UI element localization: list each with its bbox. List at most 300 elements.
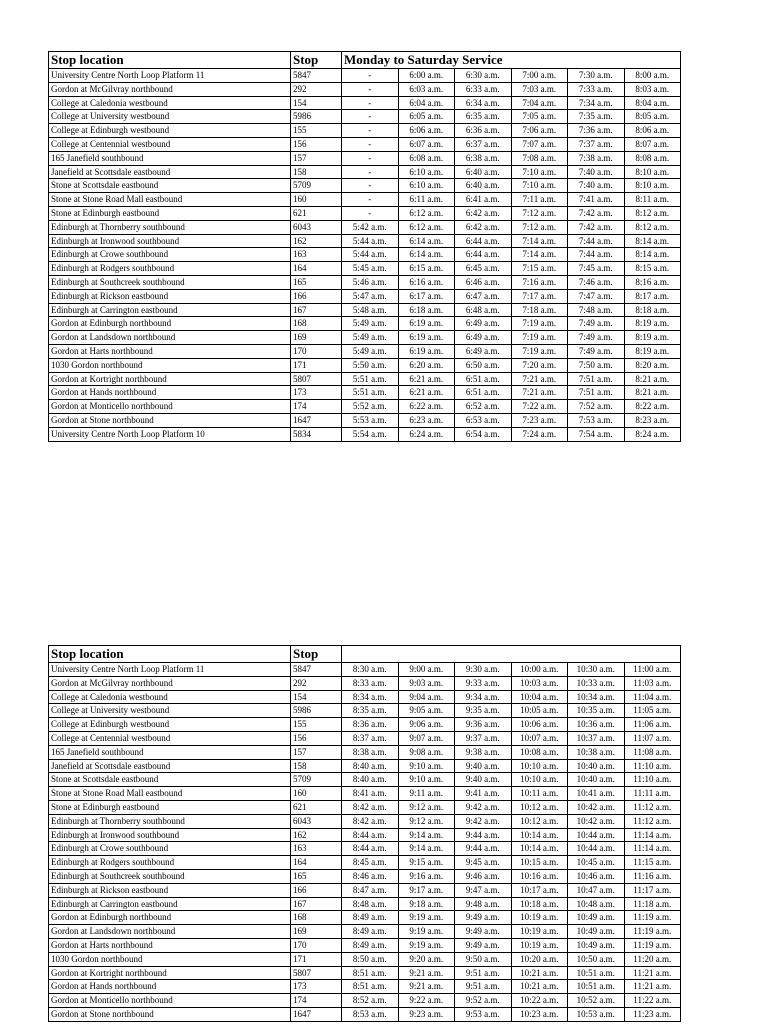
departure-time-cell: 7:19 a.m. (511, 344, 568, 358)
stop-location-cell: 165 Janefield southbound (49, 745, 291, 759)
departure-time-cell: - (342, 69, 399, 83)
stop-number-cell: 169 (291, 925, 342, 939)
departure-time-cell: 7:51 a.m. (568, 372, 625, 386)
departure-time-cell: 10:41 a.m. (568, 787, 625, 801)
departure-time-cell: 10:47 a.m. (568, 883, 625, 897)
departure-time-cell: 10:51 a.m. (568, 980, 625, 994)
departure-time-cell: 6:45 a.m. (455, 262, 512, 276)
departure-time-cell: 8:14 a.m. (624, 234, 681, 248)
table-row (49, 358, 681, 372)
departure-time-cell: 8:41 a.m. (342, 787, 399, 801)
stop-number-cell: 160 (291, 787, 342, 801)
departure-time-cell: 11:12 a.m. (624, 814, 681, 828)
stop-location-cell: Gordon at McGilvray northbound (49, 82, 291, 96)
departure-time-cell: 8:47 a.m. (342, 883, 399, 897)
departure-time-cell: 9:10 a.m. (398, 773, 455, 787)
departure-time-cell: 11:19 a.m. (624, 911, 681, 925)
stop-location-cell: Edinburgh at Ironwood southbound (49, 828, 291, 842)
departure-time-cell: 7:38 a.m. (568, 151, 625, 165)
departure-time-cell: 7:34 a.m. (568, 96, 625, 110)
departure-time-cell: 6:19 a.m. (398, 331, 455, 345)
departure-time-cell: 7:15 a.m. (511, 262, 568, 276)
stop-location-cell: Stone at Scottsdale eastbound (49, 773, 291, 787)
stop-location-cell: Gordon at Hands northbound (49, 980, 291, 994)
departure-time-cell: 6:41 a.m. (455, 193, 512, 207)
departure-time-cell: 8:00 a.m. (624, 69, 681, 83)
departure-time-cell: 9:49 a.m. (455, 911, 512, 925)
stop-location-cell: Janefield at Scottsdale eastbound (49, 759, 291, 773)
departure-time-cell: 10:52 a.m. (568, 994, 625, 1008)
departure-time-cell: 9:44 a.m. (455, 828, 512, 842)
stop-number-cell: 5709 (291, 179, 342, 193)
departure-time-cell: 9:00 a.m. (398, 663, 455, 677)
departure-time-cell: 11:12 a.m. (624, 800, 681, 814)
departure-time-cell: 6:10 a.m. (398, 165, 455, 179)
departure-time-cell: 8:52 a.m. (342, 994, 399, 1008)
departure-time-cell: 7:00 a.m. (511, 69, 568, 83)
departure-time-cell: 6:06 a.m. (398, 124, 455, 138)
departure-time-cell: 6:19 a.m. (398, 317, 455, 331)
departure-time-cell: 5:44 a.m. (342, 248, 399, 262)
stop-number-cell: 5986 (291, 704, 342, 718)
departure-time-cell: 7:10 a.m. (511, 165, 568, 179)
departure-time-cell: 7:42 a.m. (568, 220, 625, 234)
departure-time-cell: 9:33 a.m. (455, 676, 512, 690)
departure-time-cell: 9:36 a.m. (455, 718, 512, 732)
stop-location-cell: University Centre North Loop Platform 11 (49, 663, 291, 677)
departure-time-cell: 9:15 a.m. (398, 856, 455, 870)
table-row (49, 925, 681, 939)
departure-time-cell: 9:49 a.m. (455, 925, 512, 939)
table-row (49, 787, 681, 801)
departure-time-cell: 8:44 a.m. (342, 828, 399, 842)
departure-time-cell: 7:36 a.m. (568, 124, 625, 138)
stop-number-cell: 5834 (291, 427, 342, 441)
departure-time-cell: 6:20 a.m. (398, 358, 455, 372)
departure-time-cell: 6:10 a.m. (398, 179, 455, 193)
departure-time-cell: 8:49 a.m. (342, 911, 399, 925)
departure-time-cell: 10:08 a.m. (511, 745, 568, 759)
departure-time-cell: 11:17 a.m. (624, 883, 681, 897)
departure-time-cell: 8:19 a.m. (624, 317, 681, 331)
stop-location-cell: Janefield at Scottsdale eastbound (49, 165, 291, 179)
table-row (49, 800, 681, 814)
departure-time-cell: 10:42 a.m. (568, 800, 625, 814)
departure-time-cell: 8:20 a.m. (624, 358, 681, 372)
departure-time-cell: 11:11 a.m. (624, 787, 681, 801)
departure-time-cell: 9:19 a.m. (398, 925, 455, 939)
departure-time-cell: 7:17 a.m. (511, 289, 568, 303)
stop-number-cell: 292 (291, 676, 342, 690)
departure-time-cell: 10:00 a.m. (511, 663, 568, 677)
departure-time-cell: 7:12 a.m. (511, 206, 568, 220)
stop-location-cell: University Centre North Loop Platform 10 (49, 427, 291, 441)
departure-time-cell: 7:44 a.m. (568, 248, 625, 262)
stop-number-cell: 164 (291, 856, 342, 870)
table-row (49, 663, 681, 677)
departure-time-cell: 7:50 a.m. (568, 358, 625, 372)
departure-time-cell: 6:17 a.m. (398, 289, 455, 303)
departure-time-cell: 6:42 a.m. (455, 220, 512, 234)
departure-time-cell: 10:48 a.m. (568, 897, 625, 911)
stop-number-cell: 170 (291, 938, 342, 952)
departure-time-cell: 10:33 a.m. (568, 676, 625, 690)
departure-time-cell: 8:04 a.m. (624, 96, 681, 110)
departure-time-cell: 8:15 a.m. (624, 262, 681, 276)
departure-time-cell: 7:35 a.m. (568, 110, 625, 124)
stop-number-cell: 174 (291, 994, 342, 1008)
departure-time-cell: 6:08 a.m. (398, 151, 455, 165)
departure-time-cell: 10:19 a.m. (511, 925, 568, 939)
departure-time-cell: 8:42 a.m. (342, 814, 399, 828)
departure-time-cell: 9:30 a.m. (455, 663, 512, 677)
stop-header: Stop (291, 52, 342, 69)
stop-number-cell: 5807 (291, 966, 342, 980)
departure-time-cell: 9:12 a.m. (398, 800, 455, 814)
departure-time-cell: 7:40 a.m. (568, 179, 625, 193)
stop-location-cell: Edinburgh at Southcreek southbound (49, 275, 291, 289)
table-row (49, 427, 681, 441)
departure-time-cell: 11:00 a.m. (624, 663, 681, 677)
stop-location-cell: Gordon at Edinburgh northbound (49, 911, 291, 925)
stop-number-cell: 154 (291, 96, 342, 110)
stop-number-cell: 160 (291, 193, 342, 207)
departure-time-cell: 6:38 a.m. (455, 151, 512, 165)
departure-time-cell: 7:08 a.m. (511, 151, 568, 165)
stop-location-cell: Gordon at Kortright northbound (49, 966, 291, 980)
table-row (49, 745, 681, 759)
departure-time-cell: 8:11 a.m. (624, 193, 681, 207)
departure-time-cell: 9:14 a.m. (398, 828, 455, 842)
departure-time-cell: 6:23 a.m. (398, 413, 455, 427)
departure-time-cell: 5:47 a.m. (342, 289, 399, 303)
departure-time-cell: 6:14 a.m. (398, 248, 455, 262)
departure-time-cell: 6:16 a.m. (398, 275, 455, 289)
stop-location-cell: Gordon at Landsdown northbound (49, 925, 291, 939)
departure-time-cell: 8:24 a.m. (624, 427, 681, 441)
stop-number-cell: 171 (291, 952, 342, 966)
departure-time-cell: 7:03 a.m. (511, 82, 568, 96)
stop-number-cell: 155 (291, 124, 342, 138)
table-row (49, 317, 681, 331)
departure-time-cell: 6:34 a.m. (455, 96, 512, 110)
stop-number-cell: 166 (291, 289, 342, 303)
departure-time-cell: 11:21 a.m. (624, 980, 681, 994)
departure-time-cell: 9:23 a.m. (398, 1007, 455, 1021)
departure-time-cell: 6:15 a.m. (398, 262, 455, 276)
table-row (49, 96, 681, 110)
departure-time-cell: 9:14 a.m. (398, 842, 455, 856)
departure-time-cell: 8:18 a.m. (624, 303, 681, 317)
departure-time-cell: 7:07 a.m. (511, 137, 568, 151)
departure-time-cell: 7:33 a.m. (568, 82, 625, 96)
stop-number-cell: 168 (291, 317, 342, 331)
schedule-body-1 (49, 69, 681, 442)
table-row (49, 275, 681, 289)
departure-time-cell: 7:21 a.m. (511, 386, 568, 400)
table-row (49, 151, 681, 165)
stop-number-cell: 1647 (291, 1007, 342, 1021)
stop-number-cell: 5847 (291, 69, 342, 83)
stop-location-cell: Edinburgh at Rodgers southbound (49, 262, 291, 276)
stop-location-cell: Gordon at Monticello northbound (49, 994, 291, 1008)
stop-location-cell: Edinburgh at Rodgers southbound (49, 856, 291, 870)
departure-time-cell: 6:40 a.m. (455, 165, 512, 179)
departure-time-cell: 9:45 a.m. (455, 856, 512, 870)
departure-time-cell: 8:44 a.m. (342, 842, 399, 856)
table-row (49, 220, 681, 234)
table-row (49, 413, 681, 427)
departure-time-cell: 10:16 a.m. (511, 869, 568, 883)
departure-time-cell: 6:07 a.m. (398, 137, 455, 151)
departure-time-cell: 7:51 a.m. (568, 386, 625, 400)
departure-time-cell: 7:22 a.m. (511, 400, 568, 414)
stop-number-cell: 6043 (291, 220, 342, 234)
table-row (49, 234, 681, 248)
departure-time-cell: 8:12 a.m. (624, 220, 681, 234)
stop-number-cell: 1647 (291, 413, 342, 427)
departure-time-cell: 8:45 a.m. (342, 856, 399, 870)
departure-time-cell: 9:42 a.m. (455, 800, 512, 814)
departure-time-cell: 9:06 a.m. (398, 718, 455, 732)
stop-location-cell: Gordon at McGilvray northbound (49, 676, 291, 690)
departure-time-cell: 10:21 a.m. (511, 980, 568, 994)
table-row (49, 994, 681, 1008)
stop-location-cell: 1030 Gordon northbound (49, 952, 291, 966)
departure-time-cell: 8:30 a.m. (342, 663, 399, 677)
stop-location-cell: Edinburgh at Southcreek southbound (49, 869, 291, 883)
stop-number-cell: 292 (291, 82, 342, 96)
departure-time-cell: 7:14 a.m. (511, 234, 568, 248)
departure-time-cell: 6:11 a.m. (398, 193, 455, 207)
departure-time-cell: 6:35 a.m. (455, 110, 512, 124)
departure-time-cell: 9:12 a.m. (398, 814, 455, 828)
departure-time-cell: 9:22 a.m. (398, 994, 455, 1008)
table-row (49, 704, 681, 718)
departure-time-cell: 6:21 a.m. (398, 372, 455, 386)
departure-time-cell: 11:03 a.m. (624, 676, 681, 690)
stop-number-cell: 173 (291, 386, 342, 400)
stop-number-cell: 154 (291, 690, 342, 704)
table-row (49, 1007, 681, 1021)
departure-time-cell: 7:06 a.m. (511, 124, 568, 138)
departure-time-cell: 11:06 a.m. (624, 718, 681, 732)
departure-time-cell: 10:10 a.m. (511, 773, 568, 787)
stop-number-cell: 5807 (291, 372, 342, 386)
table-row (49, 938, 681, 952)
departure-time-cell: 6:49 a.m. (455, 344, 512, 358)
departure-time-cell: 5:48 a.m. (342, 303, 399, 317)
departure-time-cell: - (342, 137, 399, 151)
table-row (49, 869, 681, 883)
departure-time-cell: 8:10 a.m. (624, 165, 681, 179)
departure-time-cell: 8:48 a.m. (342, 897, 399, 911)
departure-time-cell: 8:10 a.m. (624, 179, 681, 193)
departure-time-cell: - (342, 96, 399, 110)
stop-location-cell: Gordon at Edinburgh northbound (49, 317, 291, 331)
stop-location-cell: 165 Janefield southbound (49, 151, 291, 165)
departure-time-cell: 10:53 a.m. (568, 1007, 625, 1021)
departure-time-cell: 9:18 a.m. (398, 897, 455, 911)
stop-number-cell: 5986 (291, 110, 342, 124)
departure-time-cell: 5:42 a.m. (342, 220, 399, 234)
departure-time-cell: 9:51 a.m. (455, 980, 512, 994)
departure-time-cell: 6:03 a.m. (398, 82, 455, 96)
departure-time-cell: 5:51 a.m. (342, 372, 399, 386)
departure-time-cell: 8:46 a.m. (342, 869, 399, 883)
stop-number-cell: 167 (291, 897, 342, 911)
departure-time-cell: 10:19 a.m. (511, 911, 568, 925)
stop-location-cell: Gordon at Stone northbound (49, 413, 291, 427)
stop-location-cell: College at University westbound (49, 110, 291, 124)
departure-time-cell: 9:40 a.m. (455, 773, 512, 787)
stop-location-cell: Stone at Stone Road Mall eastbound (49, 787, 291, 801)
stop-number-cell: 5847 (291, 663, 342, 677)
stop-location-cell: College at Centennial westbound (49, 137, 291, 151)
stop-number-cell: 162 (291, 234, 342, 248)
departure-time-cell: 10:14 a.m. (511, 828, 568, 842)
stop-number-cell: 157 (291, 151, 342, 165)
departure-time-cell: 9:38 a.m. (455, 745, 512, 759)
departure-time-cell: 6:49 a.m. (455, 317, 512, 331)
departure-time-cell: 7:11 a.m. (511, 193, 568, 207)
departure-time-cell: 9:47 a.m. (455, 883, 512, 897)
departure-time-cell: 8:40 a.m. (342, 759, 399, 773)
stop-number-cell: 6043 (291, 814, 342, 828)
departure-time-cell: - (342, 165, 399, 179)
table-row (49, 731, 681, 745)
departure-time-cell: 8:23 a.m. (624, 413, 681, 427)
departure-time-cell: 6:37 a.m. (455, 137, 512, 151)
stop-location-cell: Edinburgh at Carrington eastbound (49, 303, 291, 317)
table-row (49, 248, 681, 262)
departure-time-cell: 6:49 a.m. (455, 331, 512, 345)
table-row (49, 842, 681, 856)
departure-time-cell: 7:54 a.m. (568, 427, 625, 441)
table-row (49, 386, 681, 400)
stop-number-cell: 171 (291, 358, 342, 372)
table-row (49, 883, 681, 897)
departure-time-cell: 6:04 a.m. (398, 96, 455, 110)
table-row (49, 137, 681, 151)
departure-time-cell: 6:24 a.m. (398, 427, 455, 441)
departure-time-cell: 11:21 a.m. (624, 966, 681, 980)
departure-time-cell: 9:05 a.m. (398, 704, 455, 718)
departure-time-cell: 6:00 a.m. (398, 69, 455, 83)
departure-time-cell: 10:12 a.m. (511, 800, 568, 814)
stop-header: Stop (291, 646, 342, 663)
departure-time-cell: 7:41 a.m. (568, 193, 625, 207)
departure-time-cell: - (342, 151, 399, 165)
departure-time-cell: 10:06 a.m. (511, 718, 568, 732)
stop-location-cell: Edinburgh at Thornberry southbound (49, 220, 291, 234)
departure-time-cell: 6:05 a.m. (398, 110, 455, 124)
departure-time-cell: 6:21 a.m. (398, 386, 455, 400)
departure-time-cell: 9:19 a.m. (398, 911, 455, 925)
departure-time-cell: 7:40 a.m. (568, 165, 625, 179)
table-row (49, 856, 681, 870)
stop-number-cell: 174 (291, 400, 342, 414)
stop-number-cell: 167 (291, 303, 342, 317)
stop-location-cell: College at University westbound (49, 704, 291, 718)
departure-time-cell: 5:54 a.m. (342, 427, 399, 441)
departure-time-cell: 8:49 a.m. (342, 925, 399, 939)
table-row (49, 911, 681, 925)
departure-time-cell: 10:50 a.m. (568, 952, 625, 966)
stop-location-cell: Edinburgh at Crowe southbound (49, 248, 291, 262)
table-row (49, 193, 681, 207)
departure-time-cell: 10:38 a.m. (568, 745, 625, 759)
departure-time-cell: 7:42 a.m. (568, 206, 625, 220)
departure-time-cell: 6:53 a.m. (455, 413, 512, 427)
departure-time-cell: 8:17 a.m. (624, 289, 681, 303)
departure-time-cell: 10:14 a.m. (511, 842, 568, 856)
departure-time-cell: 8:34 a.m. (342, 690, 399, 704)
table-row (49, 773, 681, 787)
departure-time-cell: - (342, 206, 399, 220)
departure-time-cell: 7:18 a.m. (511, 303, 568, 317)
stop-location-cell: College at Caledonia westbound (49, 96, 291, 110)
departure-time-cell: 5:49 a.m. (342, 331, 399, 345)
table-row (49, 966, 681, 980)
departure-time-cell: 11:05 a.m. (624, 704, 681, 718)
stop-location-cell: College at Centennial westbound (49, 731, 291, 745)
departure-time-cell: 8:51 a.m. (342, 966, 399, 980)
departure-time-cell: 6:48 a.m. (455, 303, 512, 317)
table-row (49, 676, 681, 690)
departure-time-cell: 9:35 a.m. (455, 704, 512, 718)
departure-time-cell: 8:38 a.m. (342, 745, 399, 759)
departure-time-cell: 9:51 a.m. (455, 966, 512, 980)
stop-number-cell: 164 (291, 262, 342, 276)
departure-time-cell: 8:50 a.m. (342, 952, 399, 966)
departure-time-cell: 10:51 a.m. (568, 966, 625, 980)
departure-time-cell: - (342, 193, 399, 207)
departure-time-cell: 8:36 a.m. (342, 718, 399, 732)
departure-time-cell: 9:19 a.m. (398, 938, 455, 952)
departure-time-cell: 8:06 a.m. (624, 124, 681, 138)
departure-time-cell: 11:04 a.m. (624, 690, 681, 704)
departure-time-cell: 7:49 a.m. (568, 317, 625, 331)
table-row (49, 690, 681, 704)
departure-time-cell: 7:21 a.m. (511, 372, 568, 386)
stop-location-cell: Stone at Edinburgh eastbound (49, 206, 291, 220)
departure-time-cell: 10:03 a.m. (511, 676, 568, 690)
departure-time-cell: 6:30 a.m. (455, 69, 512, 83)
departure-time-cell: 10:23 a.m. (511, 1007, 568, 1021)
departure-time-cell: 11:20 a.m. (624, 952, 681, 966)
departure-time-cell: 6:54 a.m. (455, 427, 512, 441)
departure-time-cell: 9:49 a.m. (455, 938, 512, 952)
departure-time-cell: 9:42 a.m. (455, 814, 512, 828)
stop-number-cell: 169 (291, 331, 342, 345)
departure-time-cell: 10:19 a.m. (511, 938, 568, 952)
departure-time-cell: 7:10 a.m. (511, 179, 568, 193)
departure-time-cell: 7:19 a.m. (511, 317, 568, 331)
departure-time-cell: - (342, 110, 399, 124)
departure-time-cell: 8:22 a.m. (624, 400, 681, 414)
table-row (49, 344, 681, 358)
departure-time-cell: 7:44 a.m. (568, 234, 625, 248)
departure-time-cell: 6:12 a.m. (398, 220, 455, 234)
departure-time-cell: 8:07 a.m. (624, 137, 681, 151)
table-header-row (49, 646, 681, 663)
stop-location-cell: Gordon at Monticello northbound (49, 400, 291, 414)
table-row (49, 206, 681, 220)
departure-time-cell: 7:53 a.m. (568, 413, 625, 427)
departure-time-cell: 7:47 a.m. (568, 289, 625, 303)
departure-time-cell: 10:12 a.m. (511, 814, 568, 828)
